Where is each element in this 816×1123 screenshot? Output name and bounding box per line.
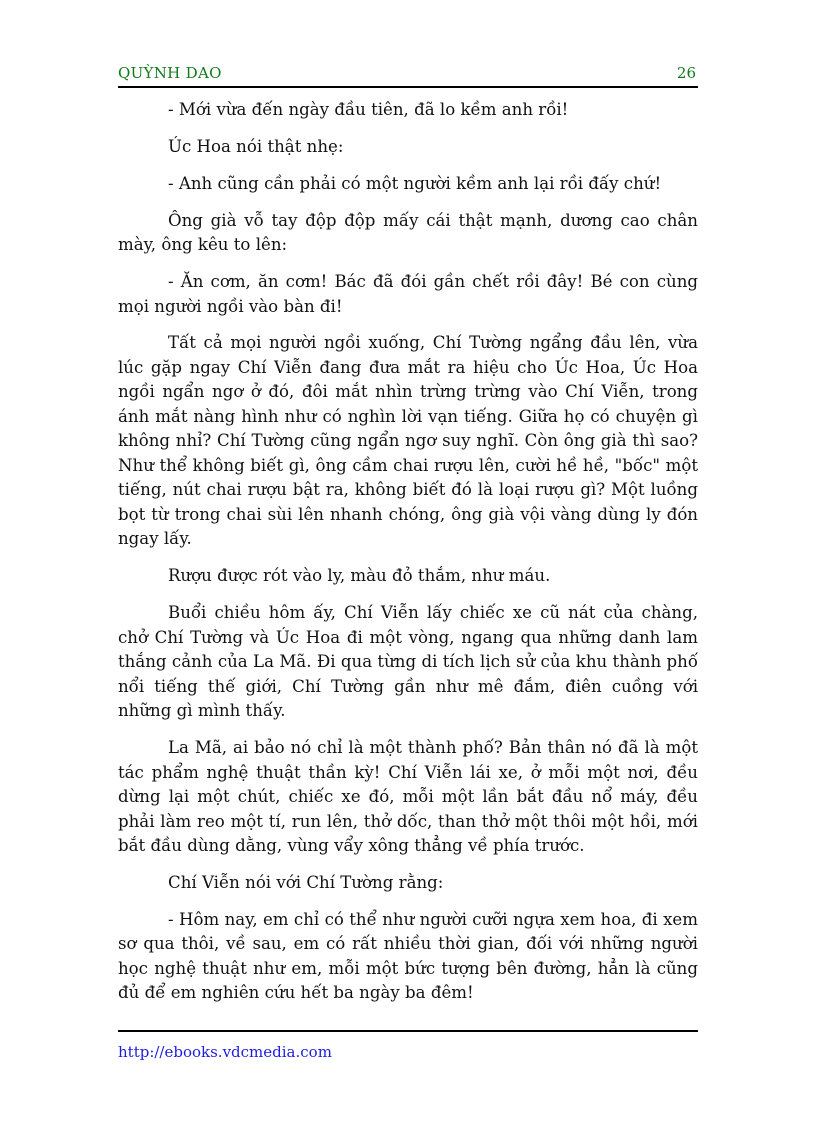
- paragraph: - Anh cũng cần phải có một người kềm anh lại rồi đấy chứ!: [168, 173, 662, 193]
- paragraph: Úc Hoa nói thật nhẹ:: [168, 136, 344, 156]
- paragraph: - Ăn cơm, ăn cơm! Bác đã đói gần chết rồi đây! Bé con cùng mọi người ngồi vào bàn đi!: [118, 272, 698, 316]
- paragraph: Buổi chiều hôm ấy, Chí Viễn lấy chiếc xe cũ nát của chàng, chở Chí Tường và Úc Hoa đi một vòng, ngang qua những danh lam thắng cảnh của La Mã. Đi qua từng di tích lịch sử của khu thành phố nổi tiếng thế giới, Chí Tường gần như mê đắm, điên cuồng với những gì mình thấy.: [118, 603, 698, 721]
- paragraph: Tất cả mọi người ngồi xuống, Chí Tường ngẩng đầu lên, vừa lúc gặp ngay Chí Viễn đang đưa mắt ra hiệu cho Úc Hoa, Úc Hoa ngồi ngẩn ngơ ở đó, đôi mắt nhìn trừng trừng vào Chí Viễn, trong ánh mắt nàng hình như có nghìn lời vạn tiếng. Giữa họ có chuyện gì không nhỉ? Chí Tường cũng ngẩn ngơ suy nghĩ. Còn ông già thì sao? Như thể không biết gì, ông cầm chai rượu lên, cười hề hề, "bốc" một tiếng, nút chai rượu bật ra, không biết đó là loại rượu gì? Một luồng bọt từ trong chai sùi lên nhanh chóng, ông già vội vàng dùng ly đón ngay lấy.: [118, 333, 698, 549]
- author-name: QUỲNH DAO: [118, 64, 222, 82]
- paragraph: La Mã, ai bảo nó chỉ là một thành phố? Bản thân nó đã là một tác phẩm nghệ thuật thần kỳ! Chí Viễn lái xe, ở mỗi một nơi, đều dừng lại một chút, chiếc xe đó, mỗi một lần bắt đầu nổ máy, đều phải làm reo một tí, run lên, thở dốc, than thở một thôi một hồi, mới bắt đầu dùng dằng, vùng vẩy xông thẳng về phía trước.: [118, 738, 698, 856]
- footer-divider: [118, 1030, 698, 1032]
- paragraph: Rượu được rót vào ly, màu đỏ thắm, như máu.: [168, 566, 551, 586]
- paragraph: - Hôm nay, em chỉ có thể như người cưỡi ngựa xem hoa, đi xem sơ qua thôi, về sau, em có rất nhiều thời gian, đối với những người học nghệ thuật như em, mỗi một bức tượng bên đường, hẳn là cũng đủ để em nghiên cứu hết ba ngày ba đêm!: [118, 909, 698, 1003]
- paragraph: Ông già vỗ tay độp độp mấy cái thật mạnh, dương cao chân mày, ông kêu to lên:: [118, 210, 698, 255]
- body-text: [118, 98, 698, 1018]
- page-header: [118, 62, 698, 88]
- page-number: 26: [676, 64, 696, 82]
- footer-url-link[interactable]: http://ebooks.vdcmedia.com: [118, 1043, 332, 1061]
- paragraph: Chí Viễn nói với Chí Tường rằng:: [168, 873, 444, 893]
- paragraph: - Mới vừa đến ngày đầu tiên, đã lo kềm anh rồi!: [168, 100, 569, 119]
